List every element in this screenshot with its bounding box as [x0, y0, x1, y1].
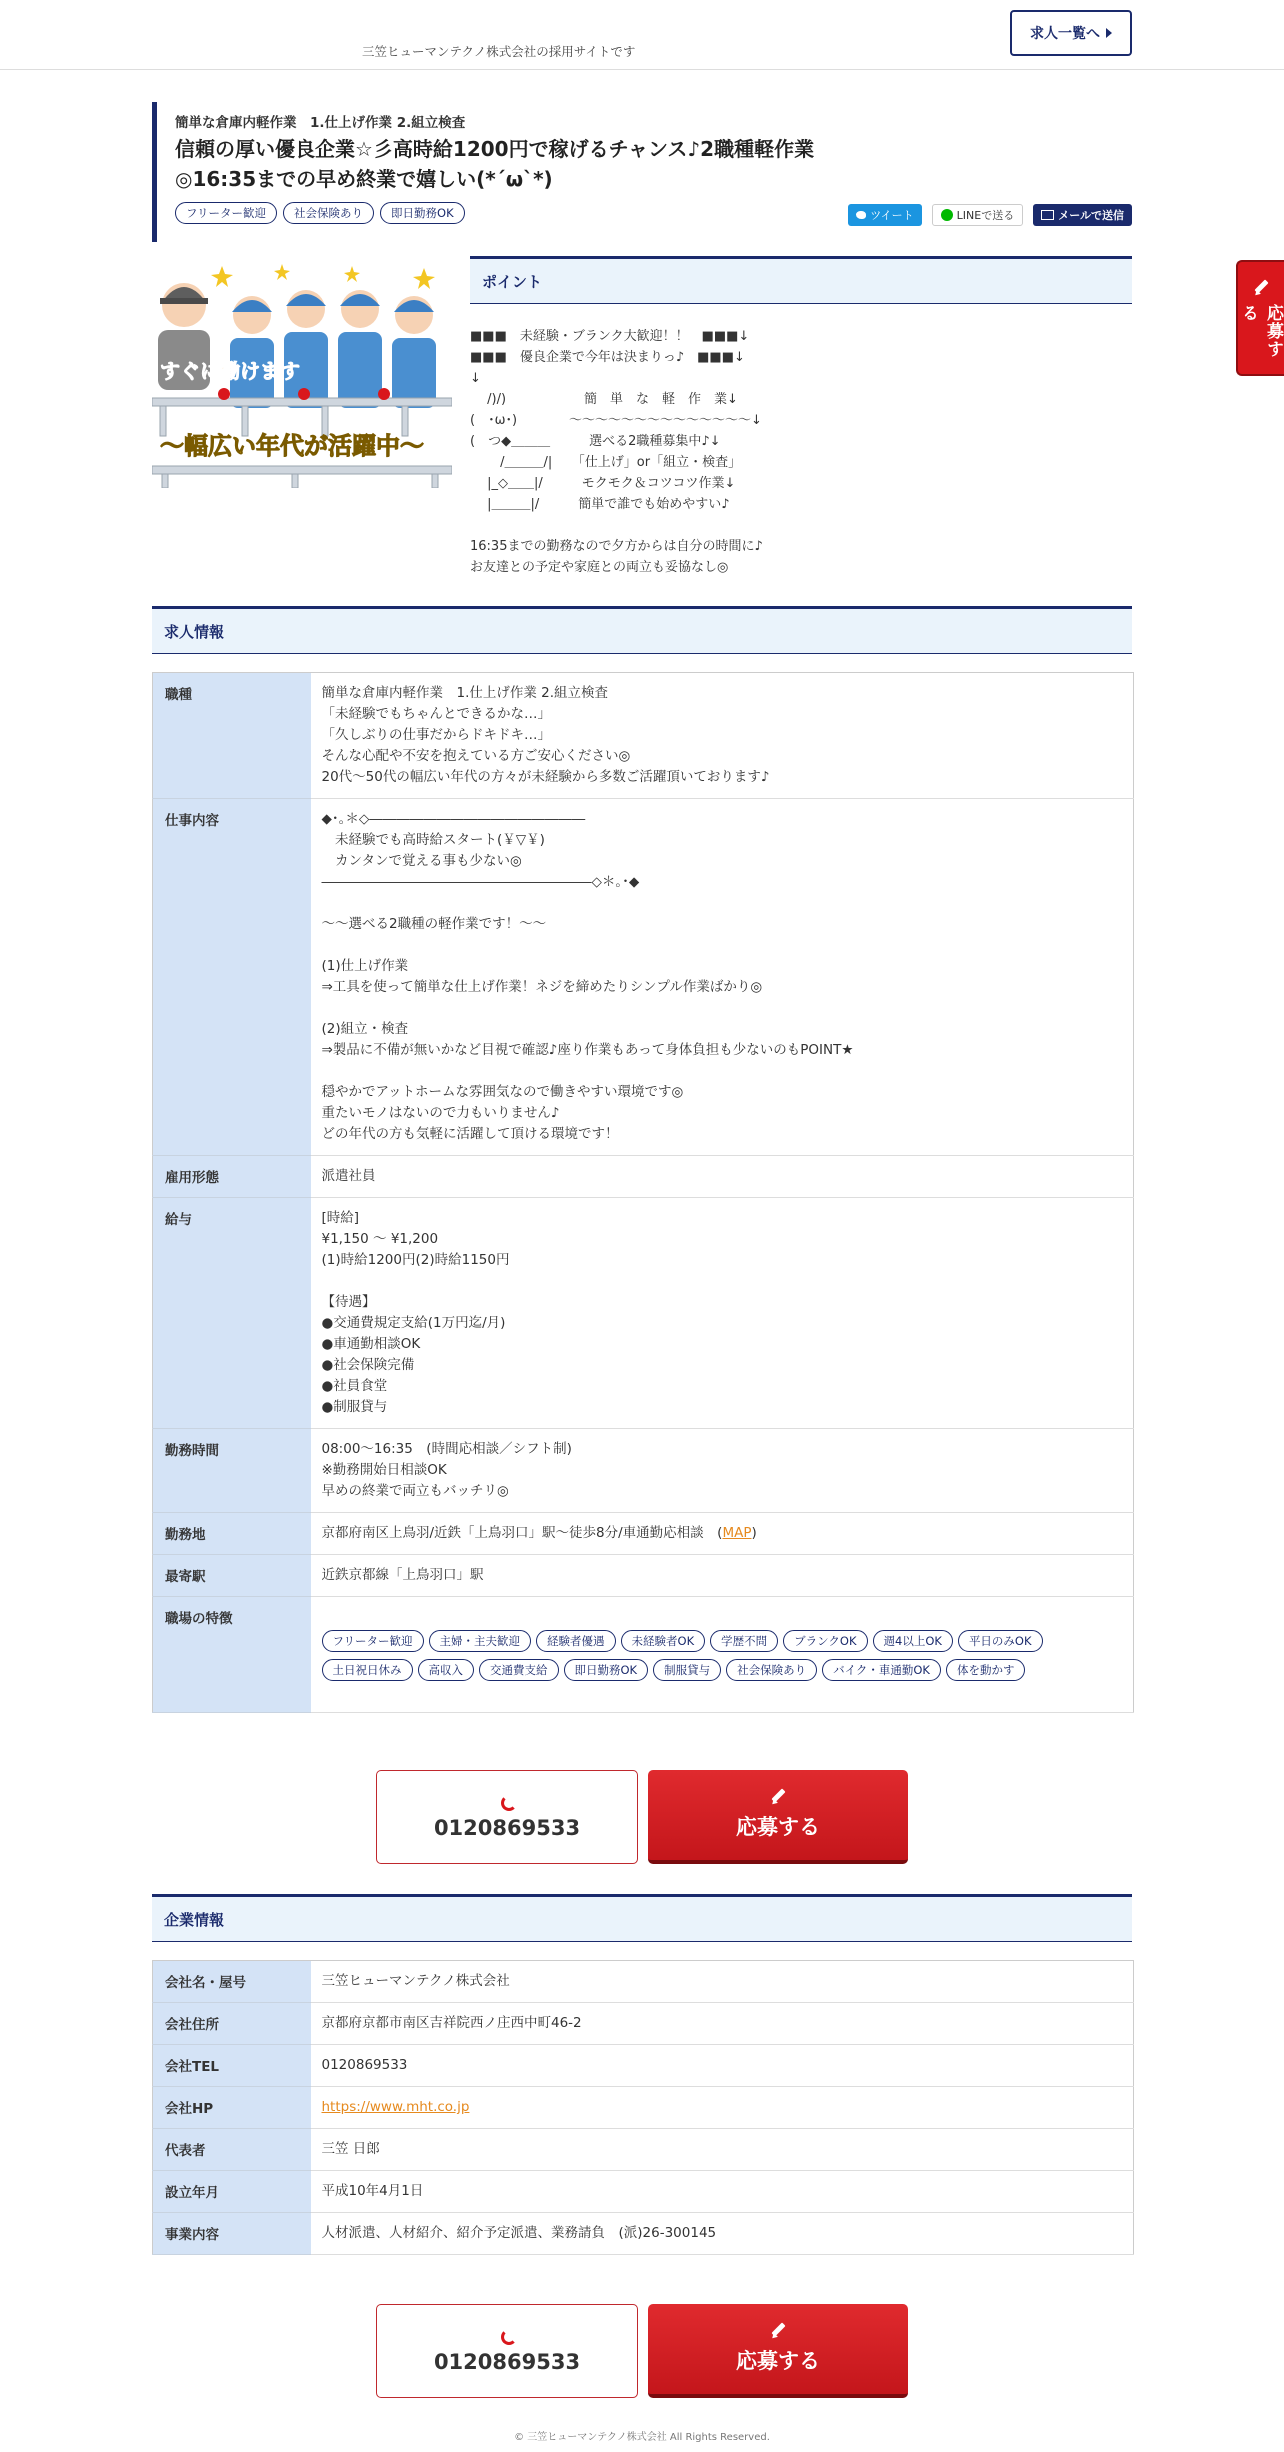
job-tags [175, 202, 465, 224]
row-label: 設立年月 [153, 2171, 311, 2213]
feature-tag: 即日勤務OK [564, 1659, 649, 1681]
feature-tag: 未経験者OK [621, 1630, 706, 1652]
cta-row-bottom [376, 2304, 908, 2400]
feature-tag: バイク・車通勤OK [822, 1659, 941, 1681]
feature-tag: 主婦・主夫歓迎 [429, 1630, 532, 1652]
table-row [153, 2129, 1134, 2171]
location-text: 京都府南区上鳥羽/近鉄「上鳥羽口」駅～徒歩8分/車通勤応相談 ( [321, 1525, 723, 1541]
point-heading: ポイント [470, 256, 1132, 304]
row-label: 事業内容 [153, 2213, 311, 2255]
feature-tag: 体を動かす [946, 1659, 1026, 1681]
table-row [153, 2171, 1134, 2213]
job-list-button[interactable] [1010, 10, 1132, 56]
twitter-bird-icon [856, 211, 866, 219]
hero-illustration [152, 260, 452, 488]
feature-tag: 週4以上OK [873, 1630, 953, 1652]
feature-tag: 土日祝日休み [322, 1659, 413, 1681]
apply-button[interactable] [648, 1770, 908, 1864]
pencil-icon [1253, 280, 1269, 296]
footer-copyright: © 三笠ヒューマンテクノ株式会社 All Rights Reserved. [514, 2432, 770, 2443]
feature-tags [322, 1628, 1123, 1681]
line-label: LINEで送る [956, 209, 1015, 222]
company-hp-link[interactable]: https://www.mht.co.jp [311, 2087, 1134, 2129]
row-value: 近鉄京都線「上鳥羽口」駅 [311, 1555, 1134, 1597]
row-label: 仕事内容 [153, 799, 311, 1156]
company-info-table [152, 1960, 1134, 2255]
phone-button[interactable] [376, 2304, 638, 2398]
job-tag: フリーター歓迎 [175, 202, 277, 224]
row-label: 会社TEL [153, 2045, 311, 2087]
map-link[interactable]: MAP [722, 1525, 752, 1541]
company-info-heading: 企業情報 [152, 1894, 1132, 1942]
row-value: 三笠ヒューマンテクノ株式会社 [311, 1961, 1134, 2003]
side-apply-label: 応募する [1238, 303, 1283, 358]
hero-banner-text: すぐに働けます [160, 361, 300, 383]
features-cell [311, 1597, 1134, 1713]
share-buttons [848, 204, 1132, 226]
workers-illustration [152, 260, 452, 488]
line-share-button[interactable] [932, 204, 1024, 226]
table-row [153, 1513, 1134, 1555]
job-title-block [152, 102, 1132, 242]
tweet-label: ツイート [870, 209, 914, 222]
job-subtitle: 簡単な倉庫内軽作業 1.仕上げ作業 2.組立検査 [175, 115, 466, 131]
mail-label: メールで送信 [1058, 209, 1124, 222]
table-row [153, 2087, 1134, 2129]
feature-tag: 交通費支給 [479, 1659, 559, 1681]
job-info-heading: 求人情報 [152, 606, 1132, 654]
row-value: 派遣社員 [311, 1156, 1134, 1198]
phone-icon [500, 2328, 514, 2342]
row-label: 雇用形態 [153, 1156, 311, 1198]
row-label: 会社住所 [153, 2003, 311, 2045]
row-value: 人材派遣、人材紹介、紹介予定派遣、業務請負 (派)26-300145 [311, 2213, 1134, 2255]
row-value: 08:00～16:35 (時間応相談／シフト制) ※勤務開始日相談OK 早めの終業で両立もバッチリ◎ [311, 1429, 1134, 1513]
row-label: 職種 [153, 673, 311, 799]
feature-tag: 高収入 [418, 1659, 475, 1681]
apply-button[interactable] [648, 2304, 908, 2398]
feature-tag: 社会保険あり [726, 1659, 817, 1681]
row-value: ◆･｡＊◇―――――――――――――――― 未経験でも高時給スタート(￥▽￥) カンタンで覚える事も少ない◎ ――――――――――――――――――――◇＊｡･◆ ～～選べる2職種の軽作業です！～～ (1)仕上げ作業 ⇒工具を使って簡単な仕上げ作業！ネジを締めたりシンプル作業ばかり◎ (2)組立・検査 ⇒製品に不備が無いかなど目視で確認♪座り作業もあって身体負担も少ないのもPOINT★ 穏やかでアットホームな雰囲気なので働きやすい環境です◎ 重たいモノはないので力もいりません♪ どの年代の方も気軽に活躍して頂ける環境です！ [311, 799, 1134, 1156]
table-row [153, 1198, 1134, 1429]
site-header [0, 0, 1284, 70]
caret-right-icon [1106, 28, 1112, 38]
row-value [311, 1513, 1134, 1555]
row-value: 三笠 日郎 [311, 2129, 1134, 2171]
pencil-icon [770, 1789, 786, 1805]
table-row [153, 799, 1134, 1156]
row-value: 京都府京都市南区吉祥院西ノ庄西中町46-2 [311, 2003, 1134, 2045]
envelope-icon [1041, 210, 1054, 220]
table-row [153, 1555, 1134, 1597]
line-icon [941, 209, 953, 221]
cta-row [376, 1770, 908, 1866]
row-label: 会社名・屋号 [153, 1961, 311, 2003]
feature-tag: 制服貸与 [653, 1659, 721, 1681]
feature-tag: フリーター歓迎 [322, 1630, 424, 1652]
row-label: 勤務地 [153, 1513, 311, 1555]
job-title: 信頼の厚い優良企業☆彡高時給1200円で稼げるチャンス♪2職種軽作業◎16:35までの早め終業で嬉しい(*´ω`*) [175, 137, 815, 191]
table-row [153, 1961, 1134, 2003]
job-tag: 社会保険あり [283, 202, 374, 224]
row-label: 職場の特徴 [153, 1597, 311, 1713]
row-label: 最寄駅 [153, 1555, 311, 1597]
phone-number: 0120869533 [433, 1816, 581, 1840]
table-row [153, 2045, 1134, 2087]
site-tagline: 三笠ヒューマンテクノ株式会社の採用サイトです [362, 44, 636, 59]
table-row [153, 673, 1134, 799]
row-label: 会社HP [153, 2087, 311, 2129]
job-info-table [152, 672, 1134, 1713]
location-close: ) [751, 1525, 757, 1541]
feature-tag: 平日のみOK [958, 1630, 1043, 1652]
feature-tag: 学歴不問 [710, 1630, 778, 1652]
point-section [470, 256, 1132, 578]
table-row [153, 1156, 1134, 1198]
row-label: 勤務時間 [153, 1429, 311, 1513]
job-tag: 即日勤務OK [380, 202, 465, 224]
feature-tag: 経験者優遇 [536, 1630, 616, 1652]
point-body: ■■■ 未経験・ブランク大歓迎！！ ■■■↓ ■■■ 優良企業で今年は決まりっ♪ ■■■↓ ↓ /)/) 簡 単 な 軽 作 業↓ ( ･ω･) 〜〜〜〜〜〜〜〜〜〜〜〜〜〜↓ ( つ◆＿＿＿ 選べる2職種募集中♪↓ /＿＿＿/| 「仕上げ」or「組立・検査」 |_◇＿＿|/ モクモク＆コツコツ作業↓ |＿＿＿|/ 簡単で誰でも始めやすい♪ 16:35までの勤務なので夕方からは自分の時間に♪ お友達との予定や家庭との両立も妥協なし◎ [470, 329, 763, 575]
table-row [153, 1597, 1134, 1713]
job-list-button-label: 求人一覧へ [1030, 26, 1100, 42]
mail-share-button[interactable] [1033, 204, 1132, 226]
feature-tag: ブランクOK [783, 1630, 867, 1652]
apply-label: 応募する [736, 1815, 820, 1839]
row-value: 平成10年4月1日 [311, 2171, 1134, 2213]
row-value: [時給] ¥1,150 ～ ¥1,200 (1)時給1200円(2)時給1150円 【待遇】 ●交通費規定支給(1万円迄/月) ●車通勤相談OK ●社会保険完備 ●社員食堂 ●制服貸与 [311, 1198, 1134, 1429]
hero-bottom-text: 〜幅広い年代が活躍中〜 [160, 433, 424, 460]
phone-icon [500, 1794, 514, 1808]
pencil-icon [770, 2323, 786, 2339]
phone-number: 0120869533 [433, 2350, 581, 2374]
table-row [153, 2213, 1134, 2255]
side-apply-tab[interactable] [1236, 260, 1284, 376]
apply-label: 応募する [736, 2349, 820, 2373]
row-label: 給与 [153, 1198, 311, 1429]
row-value: 簡単な倉庫内軽作業 1.仕上げ作業 2.組立検査 「未経験でもちゃんとできるかな…」 「久しぶりの仕事だからドキドキ…」 そんな心配や不安を抱えている方ご安心ください◎ 20代〜50代の幅広い年代の方々が未経験から多数ご活躍頂いております♪ [311, 673, 1134, 799]
phone-button[interactable] [376, 1770, 638, 1864]
tweet-button[interactable] [848, 204, 921, 226]
table-row [153, 2003, 1134, 2045]
row-label: 代表者 [153, 2129, 311, 2171]
table-row [153, 1429, 1134, 1513]
row-value: 0120869533 [311, 2045, 1134, 2087]
